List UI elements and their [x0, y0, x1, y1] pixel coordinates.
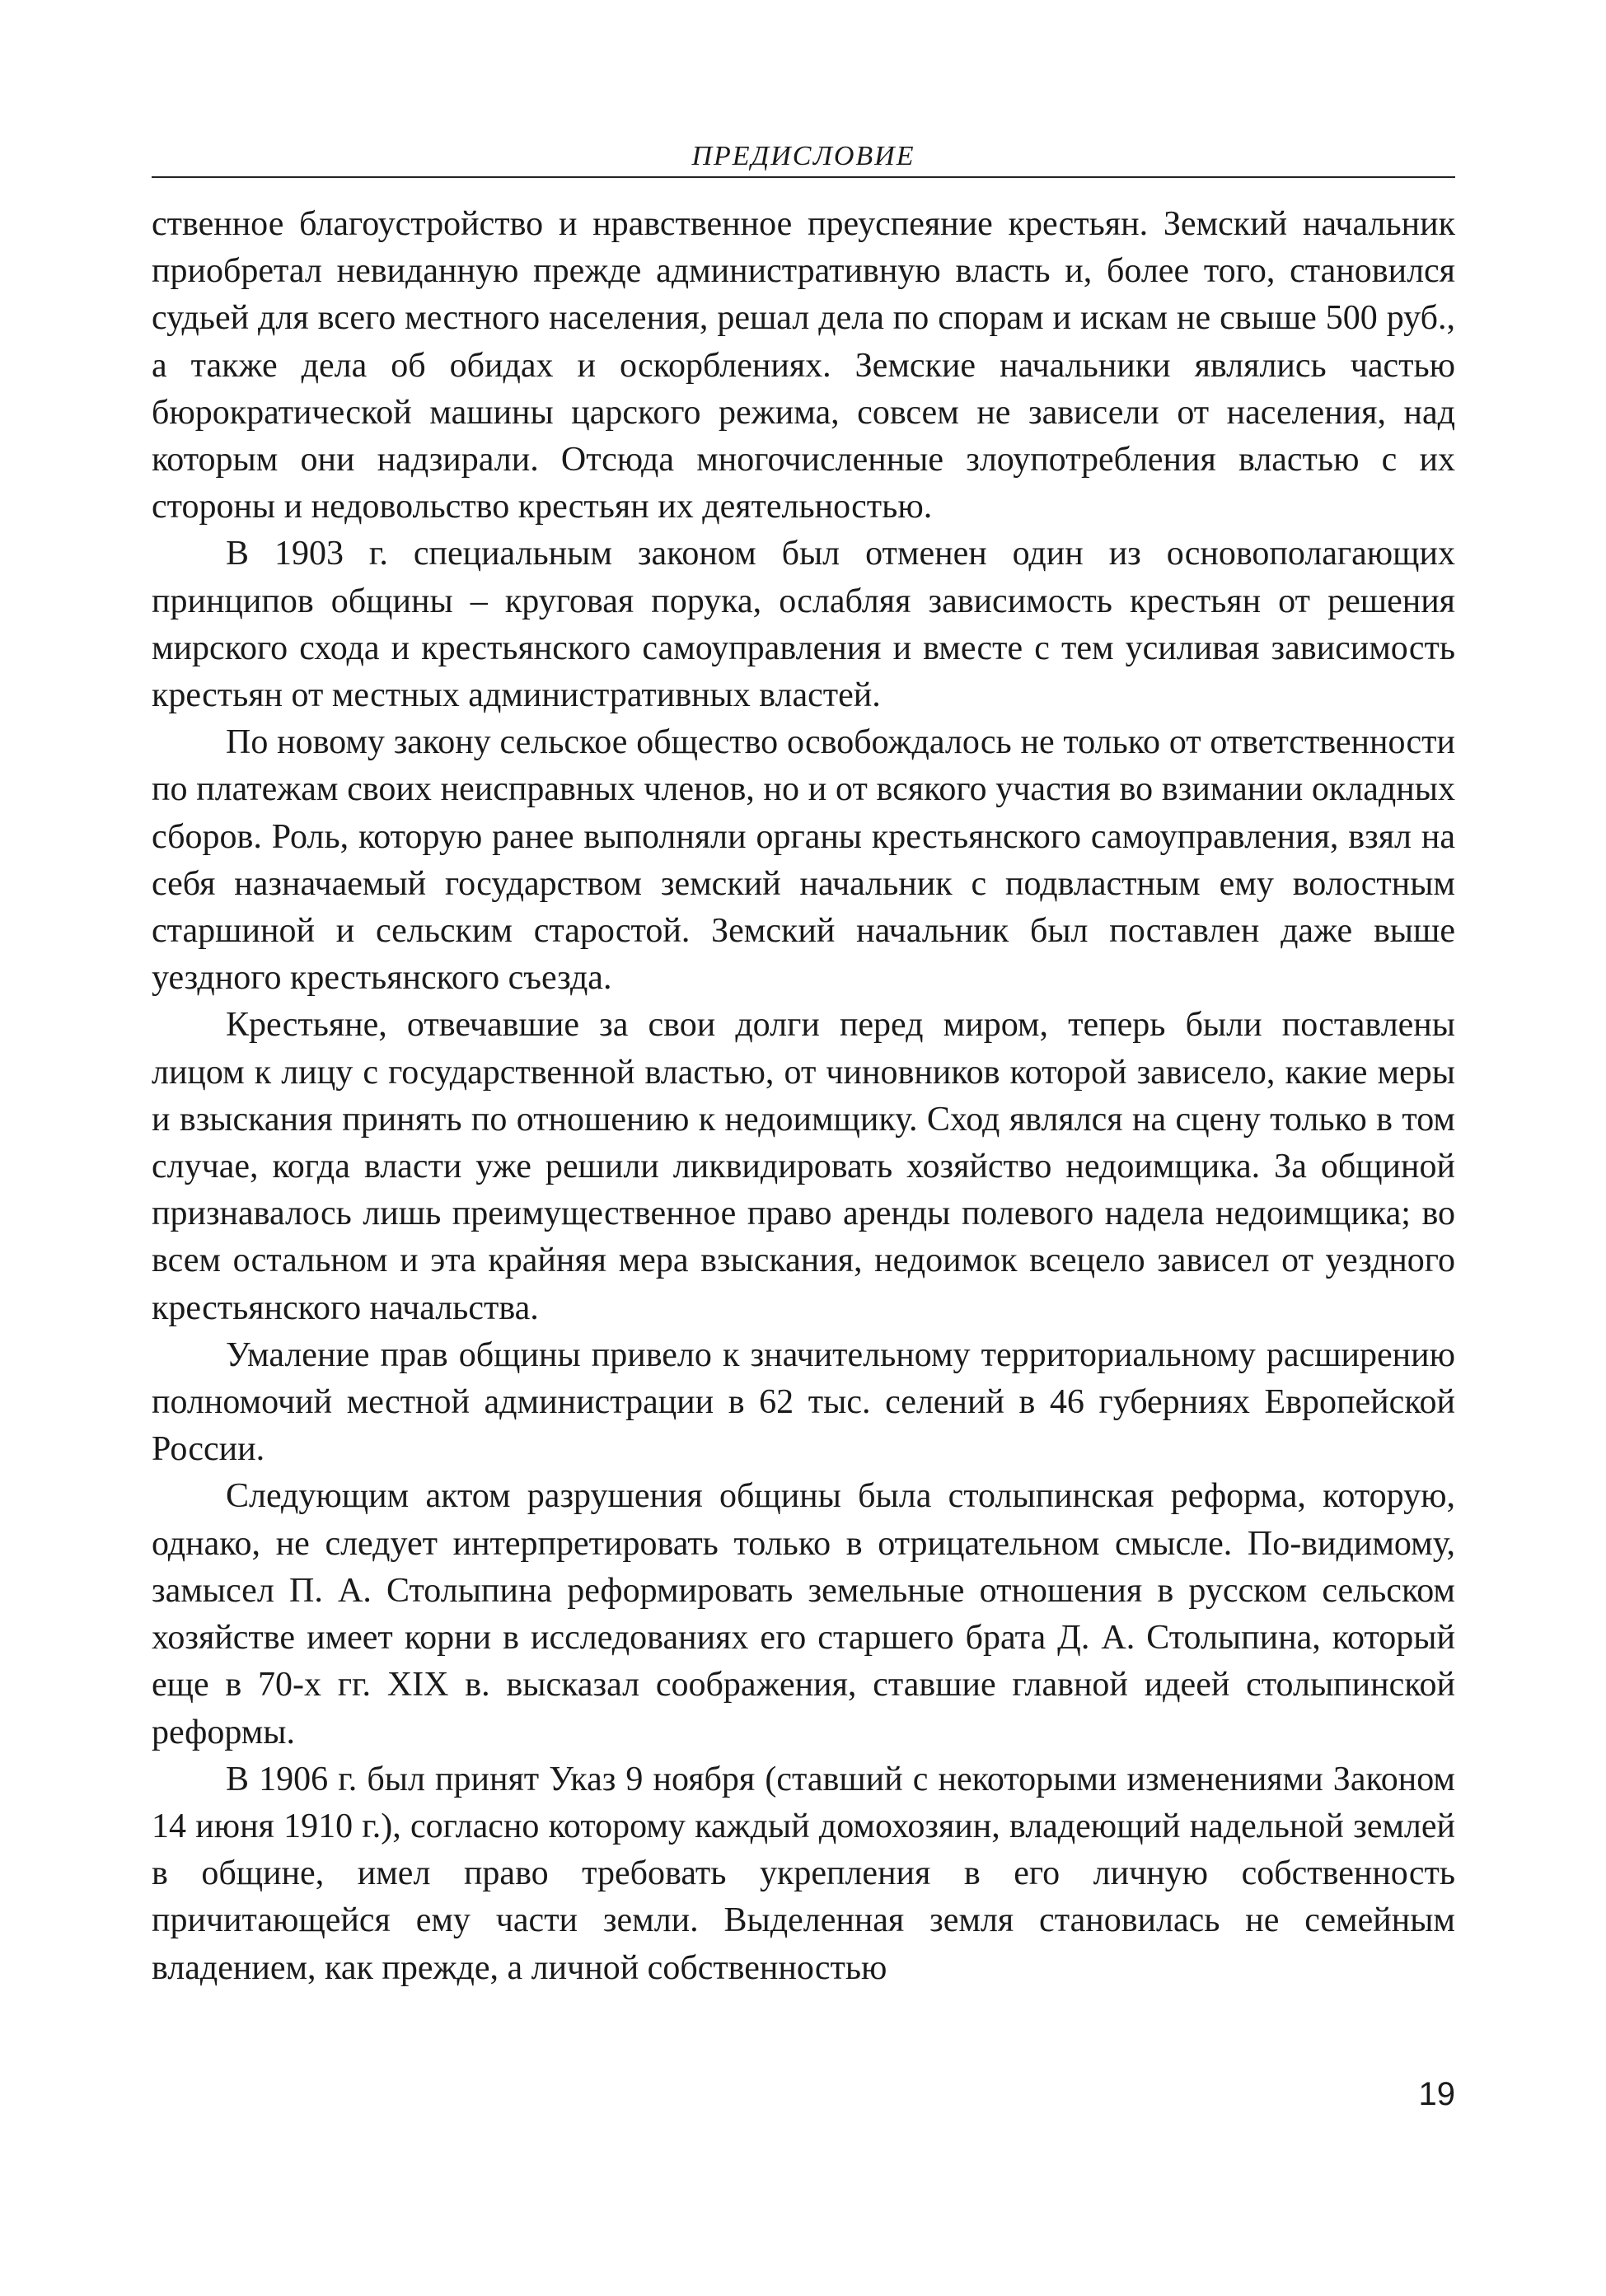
paragraph-7: В 1906 г. был принят Указ 9 ноября (ставший с некоторыми изменениями Законом 14 июня 1910 г.), согласно которому каждый домохозяин, владеющий надельной землей в общине, имел право требовать укрепления в его личную собственность причитающейся ему части земли. Выделенная земля становилась не семейным владением, как прежде, а личной собственностью	[152, 1760, 1455, 1987]
paragraph-5: Умаление прав общины привело к значительному территориальному расширению полномочий местной администрации в 62 тыс. селений в 46 губерниях Европейской России.	[152, 1335, 1455, 1469]
paragraph-2: В 1903 г. специальным законом был отменен один из основополагающих принципов общины – круговая порука, ослабляя зависимость крестьян от решения мирского схода и крестьянского самоуправления и вместе с тем усиливая зависимость крестьян от местных административных властей.	[152, 535, 1455, 715]
paragraph-1: ственное благоустройство и нравственное преуспеяние крестьян. Земский начальник приобретал невиданную прежде административную власть и, более того, становился судьей для всего местного населения, решал дела по спорам и искам не свыше 500 руб., а также дела об обидах и оскорблениях. Земские начальники являлись частью бюрократической машины царского режима, совсем не зависели от населения, над которым они надзирали. Отсюда многочисленные злоупотребления властью с их стороны и недовольство крестьян их деятельностью.	[152, 205, 1455, 526]
body-text	[152, 201, 1455, 1992]
paragraph-3: По новому закону сельское общество освобождалось не только от ответственности по платежам своих неисправных членов, но и от всякого участия во взимании окладных сборов. Роль, которую ранее выполняли органы крестьянского самоуправления, взял на себя назначаемый государством земский начальник с подвластным ему волостным старшиной и сельским старостой. Земский начальник был поставлен даже выше уездного крестьянского съезда.	[152, 723, 1455, 998]
paragraph-6: Следующим актом разрушения общины была столыпинская реформа, которую, однако, не следует интерпретировать только в отрицательном смысле. По-видимому, замысел П. А. Столыпина реформировать земельные отношения в русском сельском хозяйстве имеет корни в исследованиях его старшего брата Д. А. Столыпина, который еще в 70-х гг. XIX в. высказал соображения, ставшие главной идеей столыпинской реформы.	[152, 1477, 1455, 1751]
page-number: 19	[1418, 2076, 1455, 2112]
book-page	[152, 138, 1455, 2247]
paragraph-4: Крестьяне, отвечавшие за свои долги перед миром, теперь были поставлены лицом к лицу с государственной властью, от чиновников которой зависело, какие меры и взыскания принять по отношению к недоимщику. Сход являлся на сцену только в том случае, когда власти уже решили ликвидировать хозяйство недоимщика. За общиной признавалось лишь преимущественное право аренды полевого надела недоимщика; во всем остальном и эта крайняя мера взыскания, недоимок всецело зависел от уездного крестьянского начальства.	[152, 1006, 1455, 1327]
running-header: ПРЕДИСЛОВИЕ	[152, 138, 1455, 178]
